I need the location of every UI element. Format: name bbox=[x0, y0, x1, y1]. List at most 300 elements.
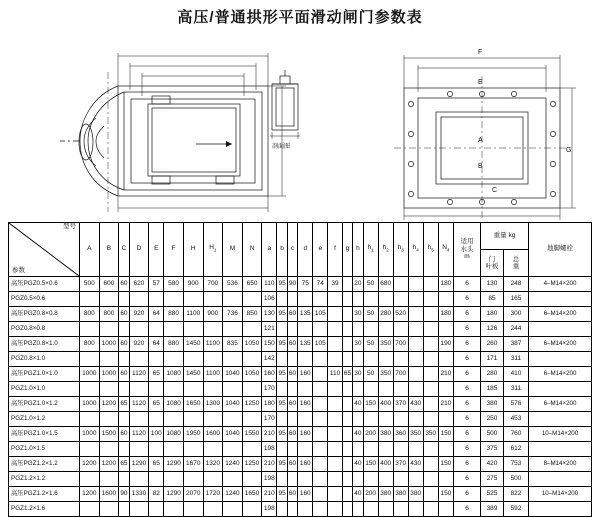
cell-value bbox=[164, 292, 184, 307]
cell-value bbox=[408, 502, 423, 517]
cell-value: 536 bbox=[223, 277, 243, 292]
cell-value: 1100 bbox=[203, 337, 223, 352]
cell-value bbox=[313, 502, 328, 517]
cell-value bbox=[203, 442, 223, 457]
cell-value bbox=[328, 442, 342, 457]
cell-value: 400 bbox=[378, 397, 393, 412]
cell-value bbox=[313, 397, 328, 412]
cell-value bbox=[438, 442, 453, 457]
cell-anchor-bolt bbox=[529, 382, 592, 397]
cell-value: 400 bbox=[378, 457, 393, 472]
cell-value bbox=[203, 352, 223, 367]
cell-value bbox=[129, 352, 149, 367]
cell-value bbox=[99, 322, 119, 337]
cell-value: 1250 bbox=[242, 457, 262, 472]
cell-model: PGZ1.0×1.0 bbox=[9, 382, 80, 397]
cell-value: 880 bbox=[164, 307, 184, 322]
table-row bbox=[9, 292, 592, 307]
cell-value: 150 bbox=[363, 457, 378, 472]
cell-value bbox=[438, 472, 453, 487]
cell-value: 1080 bbox=[164, 427, 184, 442]
cell-value bbox=[342, 322, 352, 337]
cell-value: 160 bbox=[298, 397, 313, 412]
cell-weight-total: 244 bbox=[504, 322, 529, 337]
cell-weight-total: 165 bbox=[504, 292, 529, 307]
cell-value bbox=[408, 472, 423, 487]
cell-value bbox=[129, 442, 149, 457]
cell-value: 600 bbox=[99, 277, 119, 292]
cell-value bbox=[183, 502, 203, 517]
technical-drawing bbox=[0, 26, 600, 222]
cell-value bbox=[438, 352, 453, 367]
cell-value: 60 bbox=[287, 367, 297, 382]
table-row bbox=[9, 427, 592, 442]
cell-value: 198 bbox=[262, 472, 277, 487]
cell-value: 1000 bbox=[99, 367, 119, 382]
cell-value bbox=[242, 442, 262, 457]
cell-value bbox=[423, 382, 438, 397]
cell-value: 1200 bbox=[80, 457, 100, 472]
cell-value bbox=[183, 412, 203, 427]
cell-value bbox=[149, 472, 164, 487]
cell-model: 高压PGZ0.8×1.0 bbox=[9, 337, 80, 352]
cell-value: 1080 bbox=[164, 397, 184, 412]
cell-value bbox=[242, 322, 262, 337]
cell-value bbox=[164, 412, 184, 427]
cell-value bbox=[328, 502, 342, 517]
cell-value bbox=[328, 412, 342, 427]
table-row bbox=[9, 352, 592, 367]
page-title: 高压/普通拱形平面滑动闸门参数表 bbox=[177, 9, 423, 26]
cell-value: 160 bbox=[262, 367, 277, 382]
cell-value: 350 bbox=[378, 337, 393, 352]
cell-value bbox=[423, 472, 438, 487]
cell-value bbox=[313, 367, 328, 382]
cell-value bbox=[149, 502, 164, 517]
cell-value: 60 bbox=[287, 457, 297, 472]
col-f: f bbox=[328, 223, 342, 277]
cell-value: 1450 bbox=[183, 367, 203, 382]
drawing-label-E: E bbox=[478, 79, 483, 86]
cell-value: 200 bbox=[363, 427, 378, 442]
cell-value bbox=[242, 352, 262, 367]
cell-value bbox=[277, 352, 287, 367]
cell-value bbox=[328, 352, 342, 367]
cell-value bbox=[119, 322, 129, 337]
cell-value bbox=[119, 442, 129, 457]
drawing-label-C: C bbox=[492, 187, 498, 194]
col-c: c bbox=[287, 223, 297, 277]
cell-value bbox=[378, 472, 393, 487]
cell-value: 1050 bbox=[242, 367, 262, 382]
cell-value: 1040 bbox=[223, 427, 243, 442]
cell-model: 高压PGZ1.0×1.5 bbox=[9, 427, 80, 442]
cell-value: 50 bbox=[363, 277, 378, 292]
table-row bbox=[9, 367, 592, 382]
cell-value bbox=[313, 457, 328, 472]
cell-value bbox=[423, 292, 438, 307]
cell-value bbox=[149, 412, 164, 427]
cell-value bbox=[164, 352, 184, 367]
cell-value bbox=[342, 307, 352, 322]
cell-anchor-bolt bbox=[529, 502, 592, 517]
table-row bbox=[9, 487, 592, 502]
cell-value bbox=[313, 442, 328, 457]
cell-value: 370 bbox=[393, 457, 408, 472]
cell-fit-head: 6 bbox=[454, 442, 481, 457]
table-row bbox=[9, 277, 592, 292]
cell-value bbox=[287, 472, 297, 487]
cell-value bbox=[438, 322, 453, 337]
cell-value bbox=[423, 352, 438, 367]
cell-weight-total: 753 bbox=[504, 457, 529, 472]
cell-value bbox=[99, 442, 119, 457]
cell-value bbox=[183, 442, 203, 457]
cell-value bbox=[277, 502, 287, 517]
cell-value: 170 bbox=[262, 412, 277, 427]
cell-value: 50 bbox=[363, 337, 378, 352]
cell-anchor-bolt: 6–M14×200 bbox=[529, 337, 592, 352]
cell-value bbox=[277, 442, 287, 457]
cell-anchor-bolt: 10–M14×200 bbox=[529, 487, 592, 502]
cell-value bbox=[423, 442, 438, 457]
cell-value: 105 bbox=[313, 337, 328, 352]
cell-value bbox=[423, 412, 438, 427]
cell-anchor-bolt bbox=[529, 322, 592, 337]
cell-value bbox=[119, 352, 129, 367]
cell-value bbox=[242, 292, 262, 307]
cell-value: 200 bbox=[363, 487, 378, 502]
cell-value bbox=[313, 427, 328, 442]
cell-value bbox=[378, 352, 393, 367]
cell-value bbox=[242, 472, 262, 487]
cell-model: PGZ0.5×0.6 bbox=[9, 292, 80, 307]
cell-anchor-bolt bbox=[529, 442, 592, 457]
cell-value: 380 bbox=[408, 487, 423, 502]
cell-value: 130 bbox=[262, 307, 277, 322]
cell-value bbox=[342, 457, 352, 472]
cell-value bbox=[287, 352, 297, 367]
cell-value bbox=[242, 382, 262, 397]
cell-value bbox=[408, 367, 423, 382]
cell-value: 1000 bbox=[80, 427, 100, 442]
cell-weight-plate: 180 bbox=[481, 307, 504, 322]
col-a: a bbox=[262, 223, 277, 277]
cell-value: 1600 bbox=[99, 487, 119, 502]
cell-value: 50 bbox=[363, 307, 378, 322]
cell-value bbox=[203, 502, 223, 517]
cell-value: 190 bbox=[438, 337, 453, 352]
cell-value bbox=[164, 442, 184, 457]
cell-anchor-bolt bbox=[529, 412, 592, 427]
cell-fit-head: 6 bbox=[454, 412, 481, 427]
cell-value: 60 bbox=[287, 337, 297, 352]
cell-value: 135 bbox=[298, 337, 313, 352]
cell-value: 620 bbox=[129, 277, 149, 292]
cell-value bbox=[99, 382, 119, 397]
cell-value bbox=[342, 412, 352, 427]
col-H: H bbox=[183, 223, 203, 277]
table-row bbox=[9, 502, 592, 517]
cell-value bbox=[164, 502, 184, 517]
cell-weight-total: 453 bbox=[504, 412, 529, 427]
cell-value: 95 bbox=[277, 427, 287, 442]
cell-value: 700 bbox=[393, 337, 408, 352]
cell-value bbox=[119, 412, 129, 427]
cell-value: 75 bbox=[298, 277, 313, 292]
cell-value: 210 bbox=[262, 427, 277, 442]
cell-value bbox=[129, 502, 149, 517]
cell-value: 1670 bbox=[183, 457, 203, 472]
cell-value bbox=[423, 397, 438, 412]
cell-value bbox=[328, 337, 342, 352]
cell-value: 95 bbox=[277, 307, 287, 322]
cell-value: 1290 bbox=[129, 457, 149, 472]
cell-value bbox=[408, 382, 423, 397]
cell-value bbox=[353, 382, 363, 397]
cell-value bbox=[353, 352, 363, 367]
cell-value bbox=[393, 382, 408, 397]
cell-value: 1040 bbox=[223, 397, 243, 412]
cell-value: 210 bbox=[438, 367, 453, 382]
cell-value bbox=[363, 352, 378, 367]
cell-value: 60 bbox=[119, 367, 129, 382]
cell-value bbox=[149, 352, 164, 367]
cell-value: 106 bbox=[262, 292, 277, 307]
cell-value bbox=[80, 292, 100, 307]
col-g: g bbox=[342, 223, 352, 277]
cell-value bbox=[129, 412, 149, 427]
cell-weight-total: 311 bbox=[504, 352, 529, 367]
cell-value: 650 bbox=[242, 277, 262, 292]
cell-value: 65 bbox=[149, 397, 164, 412]
cell-value bbox=[242, 502, 262, 517]
cell-value: 1650 bbox=[183, 397, 203, 412]
cell-value: 180 bbox=[262, 397, 277, 412]
cell-value bbox=[378, 292, 393, 307]
cell-model: PGZ0.8×1.0 bbox=[9, 352, 80, 367]
cell-fit-head: 6 bbox=[454, 397, 481, 412]
cell-value: 110 bbox=[262, 277, 277, 292]
cell-value bbox=[223, 352, 243, 367]
cell-value bbox=[353, 322, 363, 337]
cell-value bbox=[203, 292, 223, 307]
col-B: B bbox=[99, 223, 119, 277]
cell-value bbox=[328, 322, 342, 337]
cell-value: 142 bbox=[262, 352, 277, 367]
table-row bbox=[9, 307, 592, 322]
cell-value: 800 bbox=[80, 337, 100, 352]
drawing-label-A: A bbox=[478, 137, 483, 144]
cell-value: 65 bbox=[149, 367, 164, 382]
cell-value bbox=[393, 412, 408, 427]
col-N4: $N_4$ bbox=[438, 223, 453, 277]
cell-value: 198 bbox=[262, 442, 277, 457]
drawing-label-F: F bbox=[478, 49, 483, 56]
cell-value: 920 bbox=[129, 337, 149, 352]
cell-value: 60 bbox=[119, 277, 129, 292]
cell-value bbox=[342, 442, 352, 457]
cell-value bbox=[438, 502, 453, 517]
cell-model: PGZ1.0×1.5 bbox=[9, 442, 80, 457]
cell-weight-plate: 126 bbox=[481, 322, 504, 337]
cell-value bbox=[183, 382, 203, 397]
cell-value bbox=[80, 322, 100, 337]
cell-model: 高压PGZ1.0×1.2 bbox=[9, 397, 80, 412]
cell-value: 380 bbox=[378, 427, 393, 442]
cell-value: 1120 bbox=[129, 397, 149, 412]
cell-value: 580 bbox=[164, 277, 184, 292]
cell-value: 160 bbox=[298, 487, 313, 502]
cell-value bbox=[423, 457, 438, 472]
cell-value bbox=[393, 292, 408, 307]
cell-value bbox=[328, 307, 342, 322]
cell-anchor-bolt bbox=[529, 352, 592, 367]
table-header-row bbox=[9, 223, 592, 250]
cell-value: 121 bbox=[262, 322, 277, 337]
cell-anchor-bolt: 4–M14×200 bbox=[529, 277, 592, 292]
cell-fit-head: 6 bbox=[454, 352, 481, 367]
cell-value bbox=[393, 502, 408, 517]
cell-value: 1600 bbox=[203, 427, 223, 442]
cell-value bbox=[149, 382, 164, 397]
cell-fit-head: 6 bbox=[454, 307, 481, 322]
cell-value: 1720 bbox=[203, 487, 223, 502]
cell-value bbox=[149, 292, 164, 307]
cell-value: 198 bbox=[262, 502, 277, 517]
cell-value: 700 bbox=[393, 367, 408, 382]
col-e: e bbox=[313, 223, 328, 277]
cell-value: 95 bbox=[277, 457, 287, 472]
cell-value: 430 bbox=[408, 397, 423, 412]
cell-value bbox=[149, 322, 164, 337]
cell-value bbox=[328, 472, 342, 487]
cell-value bbox=[342, 427, 352, 442]
cell-model: 高压PGZ1.2×1.6 bbox=[9, 487, 80, 502]
cell-value: 900 bbox=[183, 277, 203, 292]
cell-value bbox=[99, 472, 119, 487]
cell-value: 800 bbox=[80, 307, 100, 322]
cell-fit-head: 6 bbox=[454, 367, 481, 382]
cell-value bbox=[328, 382, 342, 397]
cell-value bbox=[342, 397, 352, 412]
cell-model: PGZ0.8×0.8 bbox=[9, 322, 80, 337]
cell-value: 65 bbox=[149, 457, 164, 472]
table-row bbox=[9, 397, 592, 412]
cell-value: 160 bbox=[298, 457, 313, 472]
cell-weight-total: 387 bbox=[504, 337, 529, 352]
cell-value bbox=[378, 502, 393, 517]
cell-value bbox=[287, 442, 297, 457]
cell-value bbox=[287, 322, 297, 337]
cell-value: 105 bbox=[313, 307, 328, 322]
cell-value bbox=[342, 502, 352, 517]
cell-value: 350 bbox=[408, 427, 423, 442]
cell-value bbox=[99, 502, 119, 517]
cell-value: 1050 bbox=[242, 337, 262, 352]
cell-fit-head: 6 bbox=[454, 472, 481, 487]
cell-fit-head: 6 bbox=[454, 322, 481, 337]
cell-value bbox=[129, 472, 149, 487]
cell-value: 65 bbox=[342, 367, 352, 382]
cell-value bbox=[287, 292, 297, 307]
cell-value: 60 bbox=[287, 397, 297, 412]
cell-value bbox=[393, 352, 408, 367]
cell-value bbox=[223, 322, 243, 337]
cell-value: 40 bbox=[353, 397, 363, 412]
col-weight-total: 总 重 bbox=[504, 250, 529, 277]
cell-value: 1100 bbox=[203, 367, 223, 382]
cell-anchor-bolt: 6–M14×200 bbox=[529, 367, 592, 382]
cell-weight-plate: 525 bbox=[481, 487, 504, 502]
cell-value bbox=[298, 412, 313, 427]
cell-value bbox=[423, 487, 438, 502]
cell-value bbox=[119, 382, 129, 397]
cell-value bbox=[129, 382, 149, 397]
cell-weight-total: 248 bbox=[504, 277, 529, 292]
cell-value bbox=[242, 412, 262, 427]
cell-model: 高压PGZ1.2×1.2 bbox=[9, 457, 80, 472]
table-row bbox=[9, 412, 592, 427]
cell-value bbox=[99, 292, 119, 307]
cell-value bbox=[287, 382, 297, 397]
cell-weight-total: 592 bbox=[504, 502, 529, 517]
table-row bbox=[9, 442, 592, 457]
cell-value: 135 bbox=[298, 307, 313, 322]
cell-value bbox=[313, 412, 328, 427]
cell-value bbox=[378, 442, 393, 457]
cell-value bbox=[342, 337, 352, 352]
col-h4: $h_4$ bbox=[408, 223, 423, 277]
cell-value bbox=[328, 457, 342, 472]
cell-weight-plate: 500 bbox=[481, 427, 504, 442]
cell-weight-plate: 85 bbox=[481, 292, 504, 307]
cell-fit-head: 6 bbox=[454, 487, 481, 502]
cell-value: 95 bbox=[277, 397, 287, 412]
cell-weight-plate: 260 bbox=[481, 337, 504, 352]
cell-value bbox=[363, 442, 378, 457]
cell-value: 210 bbox=[262, 457, 277, 472]
cell-value bbox=[353, 472, 363, 487]
cell-weight-plate: 250 bbox=[481, 412, 504, 427]
cell-value bbox=[313, 382, 328, 397]
cell-value: 1100 bbox=[183, 307, 203, 322]
cell-value: 150 bbox=[438, 457, 453, 472]
cell-value: 1320 bbox=[203, 457, 223, 472]
cell-value bbox=[203, 382, 223, 397]
cell-value: 210 bbox=[438, 397, 453, 412]
table-head bbox=[9, 223, 592, 277]
cell-value: 90 bbox=[119, 487, 129, 502]
cell-value: 360 bbox=[393, 427, 408, 442]
cell-value bbox=[298, 472, 313, 487]
parameter-table-container bbox=[8, 222, 592, 517]
cell-value: 95 bbox=[277, 367, 287, 382]
cell-value bbox=[183, 352, 203, 367]
cell-weight-total: 500 bbox=[504, 472, 529, 487]
cell-value: 30 bbox=[353, 367, 363, 382]
cell-value bbox=[408, 292, 423, 307]
cell-value: 50 bbox=[363, 367, 378, 382]
table-row bbox=[9, 472, 592, 487]
cell-value: 90 bbox=[287, 277, 297, 292]
cell-model: PGZ1.2×1.2 bbox=[9, 472, 80, 487]
table-row bbox=[9, 337, 592, 352]
cell-value bbox=[223, 292, 243, 307]
parameter-table bbox=[8, 222, 592, 517]
cell-value: 835 bbox=[223, 337, 243, 352]
cell-value bbox=[342, 292, 352, 307]
